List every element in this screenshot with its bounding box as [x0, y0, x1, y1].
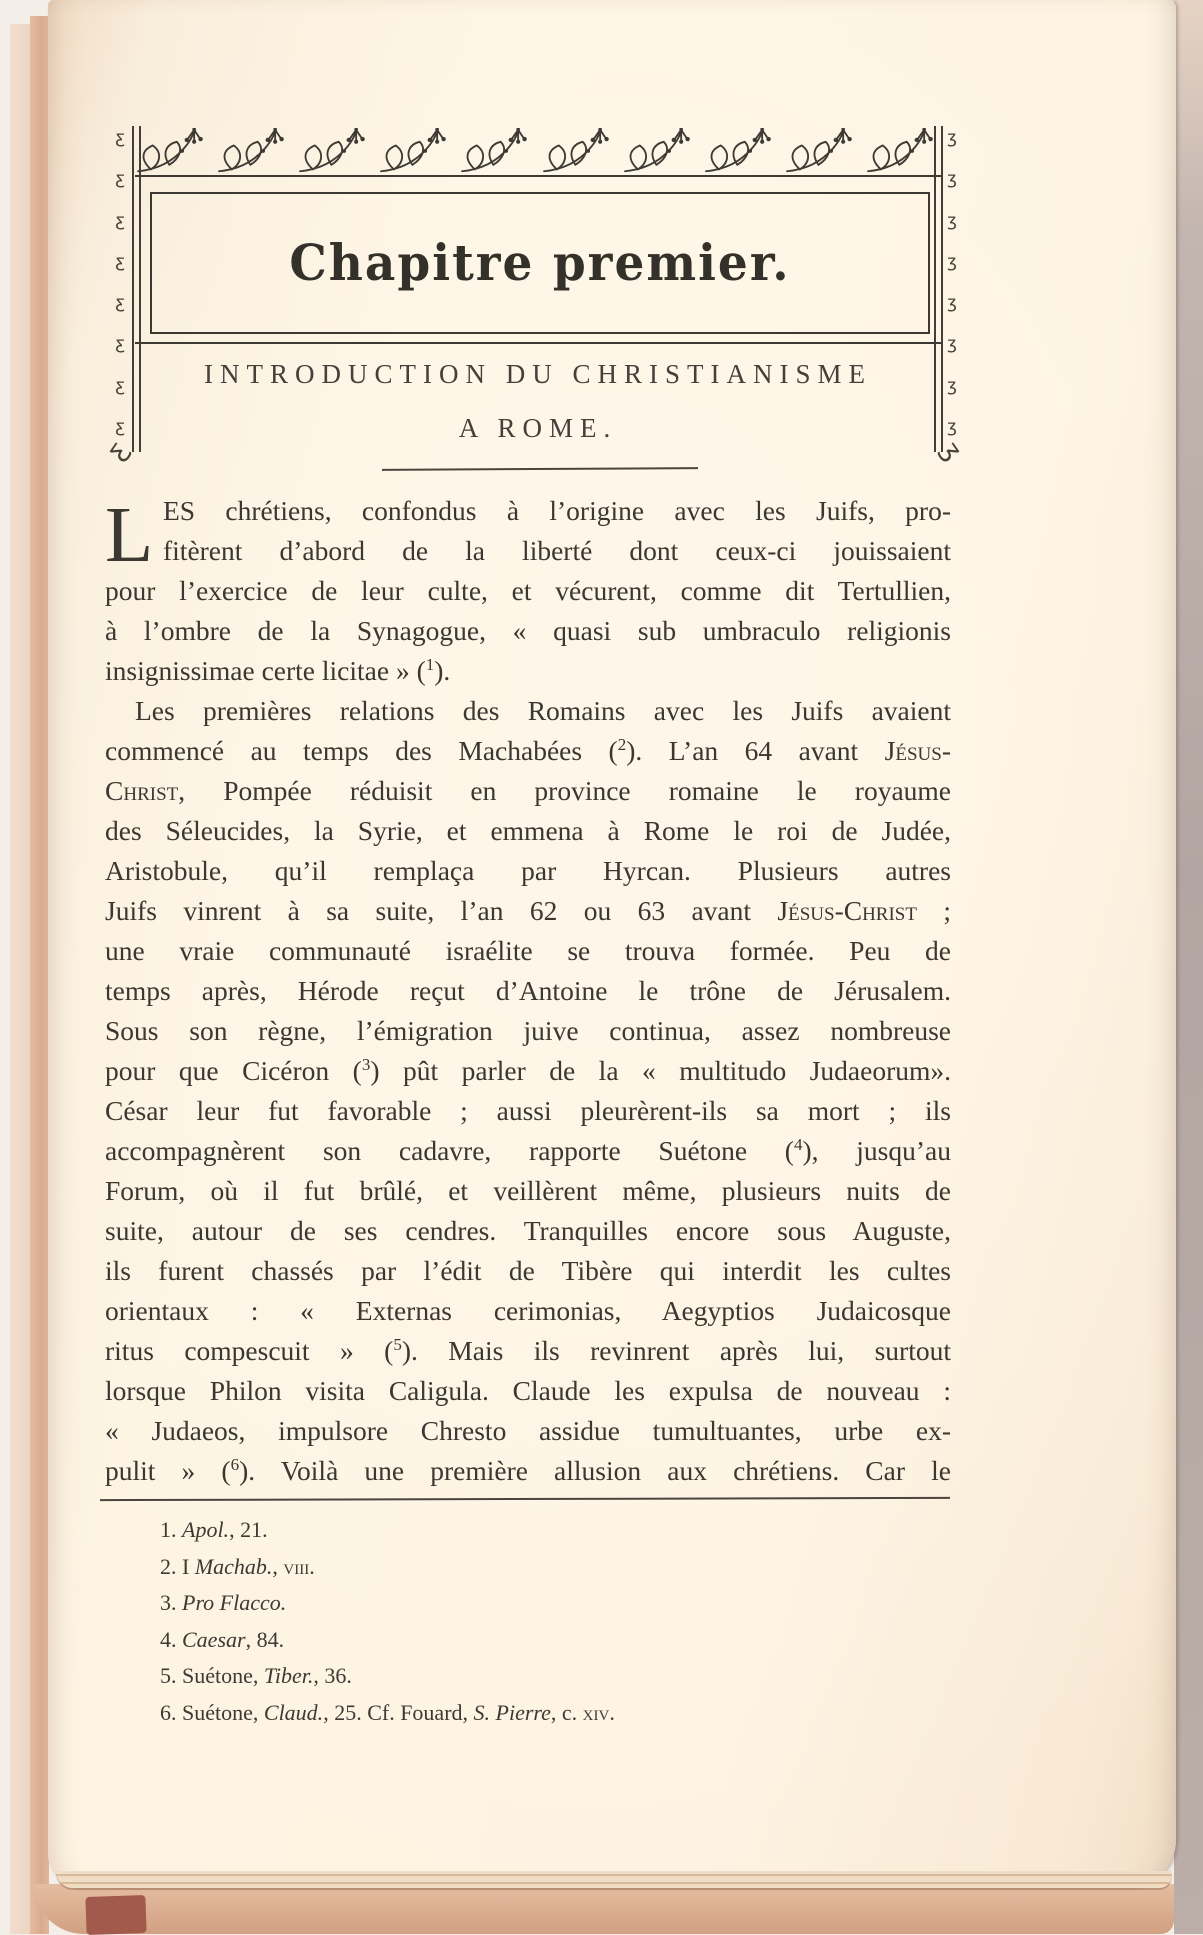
text-segment: 2 [617, 734, 627, 754]
body-line [105, 771, 951, 811]
text-segment: à l’ombre de la Synagogue, « quasi sub umbraculo religionis [105, 615, 951, 646]
text-segment: , 84. [245, 1626, 285, 1652]
chapter-subtitle-line1: INTRODUCTION DU CHRISTIANISME [204, 359, 872, 389]
body-line [105, 1011, 951, 1051]
side-curl-icon: ʒ [115, 334, 125, 355]
footnote-line [160, 1622, 920, 1659]
side-curl-icon: ʒ [115, 169, 125, 190]
side-curl-icon: ʒ [947, 128, 957, 148]
frame-right-border [934, 126, 943, 452]
body-line [105, 971, 951, 1011]
text-segment: ). Mais ils revinrent après lui, surtout [401, 1335, 951, 1366]
body-line [105, 1331, 951, 1371]
body-line [105, 1051, 951, 1091]
body-line [105, 851, 951, 891]
body-line [105, 891, 951, 931]
text-segment: pour l’exercice de leur culte, et vécurent, comme dit Tertullien, [105, 575, 951, 606]
side-curl-icon: ʒ [947, 375, 957, 396]
flower-sprig-icon [622, 128, 698, 174]
flower-sprig-icon [865, 128, 941, 174]
side-curl-icon: ʒ [947, 169, 957, 190]
text-segment: 4. [160, 1626, 182, 1652]
text-segment: Pro Flacco. [182, 1590, 287, 1615]
side-curl-icon: ʒ [947, 210, 957, 231]
right-corner-flourish-icon: ʒ [934, 436, 969, 466]
book-spine-band [30, 16, 49, 1934]
text-segment: 3 [361, 1054, 371, 1074]
text-segment: , [272, 1553, 284, 1579]
flower-sprig-icon [297, 128, 373, 174]
text-segment: Jésus-Christ [777, 895, 917, 926]
text-segment: temps après, Hérode reçut d’Antoine le trône de Jérusalem. [105, 975, 951, 1006]
text-segment: Apol. [182, 1517, 230, 1542]
book-bottom-cover-corner [85, 1895, 146, 1935]
body-line [105, 1131, 951, 1171]
side-curl-icon: ʒ [115, 375, 125, 396]
text-segment: commencé au temps des Machabées ( [105, 735, 618, 766]
book-page [48, 0, 1176, 1888]
text-segment: viii [283, 1553, 310, 1579]
flower-sprig-icon [459, 128, 535, 174]
text-segment: Juifs vinrent à sa suite, l’an 62 ou 63 avant [105, 895, 778, 926]
text-segment: Tiber. [263, 1663, 314, 1688]
footnote-line [160, 1585, 920, 1622]
body-line [105, 691, 951, 731]
text-segment: lorsque Philon visita Caligula. Claude les expulsa de nouveau : [105, 1375, 951, 1406]
subtitle-separator-rule [382, 467, 698, 471]
text-segment: , 36. [313, 1663, 352, 1688]
text-segment: orientaux : « Externas cerimonias, Aegyptios Judaicosque [105, 1295, 951, 1326]
side-curl-icon: ʒ [947, 416, 957, 437]
footnote-line [160, 1658, 920, 1695]
text-segment: insignissimae certe licitae » ( [105, 655, 426, 686]
text-segment: 1. [160, 1517, 182, 1542]
flower-sprig-icon [703, 128, 779, 174]
flower-sprig-icon [541, 128, 617, 174]
body-line [105, 811, 951, 851]
flower-sprig-icon [784, 128, 860, 174]
left-ornament-column [111, 130, 129, 436]
chapter-title-box [150, 192, 930, 334]
text-segment: suite, autour de ses cendres. Tranquilles encore sous Auguste, [105, 1215, 951, 1246]
text-segment: une vraie communauté israélite se trouva formée. Peu de [105, 935, 951, 966]
body-text [105, 491, 951, 1491]
text-segment: ) pût parler de la « multitudo Judaeorum». [370, 1055, 951, 1086]
footnote-line [160, 1549, 920, 1586]
text-segment: , 21. [229, 1517, 268, 1542]
backdrop-right-shadow [1174, 0, 1203, 1934]
text-segment: 3. [160, 1590, 182, 1615]
frame-left-border [132, 126, 141, 452]
text-segment: , Pompée réduisit en province romaine le royaume [178, 775, 951, 806]
text-segment: S. Pierre [473, 1699, 551, 1725]
text-segment: , 25. Cf. Fouard, [323, 1699, 474, 1725]
drop-cap: L [105, 492, 154, 579]
text-segment: ils furent chassés par l’édit de Tibère qui interdit les cultes [105, 1255, 951, 1286]
text-segment: pour que Cicéron ( [105, 1055, 362, 1086]
text-segment: ES chrétiens, confondus à l’origine avec les Juifs, pro- [163, 495, 951, 526]
body-line [105, 931, 951, 971]
title-divider-rule [135, 342, 941, 344]
text-segment: « Judaeos, impulsore Chresto assidue tumultuantes, urbe ex- [105, 1415, 951, 1446]
body-line [105, 1211, 951, 1251]
text-segment: des Séleucides, la Syrie, et emmena à Rome le roi de Judée, [105, 815, 951, 846]
body-line [105, 651, 951, 691]
text-segment: Forum, où il fut brûlé, et veillèrent même, plusieurs nuits de [105, 1175, 951, 1206]
text-segment: 4 [793, 1134, 803, 1154]
text-segment: 6. Suétone, [160, 1699, 264, 1725]
side-curl-icon: ʒ [115, 293, 125, 314]
text-segment: 5 [393, 1334, 402, 1354]
footnote-separator-rule [100, 1497, 950, 1501]
text-segment: 1 [425, 654, 435, 674]
book-bottom-cover-edge [34, 1884, 1174, 1934]
text-segment: Caesar [182, 1626, 246, 1652]
body-line [105, 1411, 951, 1451]
text-segment: ). Voilà une première allusion aux chrétiens. Car le [239, 1455, 951, 1486]
floral-ornament-band [135, 126, 941, 177]
body-line [105, 531, 951, 571]
text-segment: . [309, 1553, 315, 1579]
side-curl-icon: ʒ [115, 251, 125, 272]
text-segment: Christ [105, 775, 179, 806]
chapter-subtitle-line2: A ROME. [458, 413, 618, 443]
text-segment: Les premières relations des Romains avec les Juifs avaient [135, 695, 951, 726]
flower-sprig-icon [216, 128, 292, 174]
side-curl-icon: ʒ [115, 128, 125, 148]
text-segment: xiv [582, 1699, 610, 1725]
text-segment: . [609, 1699, 615, 1725]
side-curl-icon: ʒ [947, 251, 957, 272]
text-segment: 5. Suétone, [160, 1663, 264, 1688]
text-segment: 6 [230, 1454, 240, 1474]
body-line [105, 491, 951, 531]
body-line [105, 571, 951, 611]
text-segment: pulit » ( [105, 1455, 231, 1486]
body-line [105, 1291, 951, 1331]
chapter-title: Chapitre premier. [289, 233, 791, 293]
text-segment: , c. [550, 1699, 583, 1725]
text-segment: ritus compescuit » ( [105, 1335, 394, 1366]
text-segment: ), jusqu’au [802, 1135, 951, 1166]
text-segment: ). L’an 64 avant [626, 735, 885, 766]
flower-sprig-icon [135, 128, 211, 174]
footnote-line [160, 1695, 920, 1732]
body-line [105, 1451, 951, 1491]
text-segment: ; [916, 895, 951, 926]
text-segment: fitèrent d’abord de la liberté dont ceux-ci jouissaient [163, 535, 951, 566]
body-line [105, 611, 951, 651]
text-segment: Claud. [263, 1699, 324, 1725]
body-line [105, 1171, 951, 1211]
text-segment: 2. I [160, 1553, 195, 1579]
body-line [105, 731, 951, 771]
text-segment: Machab. [194, 1553, 273, 1579]
right-ornament-column [943, 130, 961, 436]
flower-sprig-icon [378, 128, 454, 174]
side-curl-icon: ʒ [947, 293, 957, 314]
body-line [105, 1091, 951, 1131]
text-segment: Sous son règne, l’émigration juive continua, assez nombreuse [105, 1015, 951, 1046]
side-curl-icon: ʒ [115, 210, 125, 231]
side-curl-icon: ʒ [115, 416, 125, 437]
body-line [105, 1371, 951, 1411]
footnotes [160, 1512, 920, 1731]
text-segment: César leur fut favorable ; aussi pleurèrent-ils sa mort ; ils [105, 1095, 951, 1126]
left-corner-flourish-icon: ʒ [100, 436, 135, 466]
body-line [105, 1251, 951, 1291]
text-segment: Aristobule, qu’il remplaça par Hyrcan. Plusieurs autres [105, 855, 951, 886]
text-segment: accompagnèrent son cadavre, rapporte Suétone ( [105, 1135, 794, 1166]
footnote-line [160, 1512, 920, 1549]
text-segment: ). [434, 655, 451, 686]
side-curl-icon: ʒ [947, 334, 957, 355]
text-segment: Jésus- [884, 735, 951, 766]
